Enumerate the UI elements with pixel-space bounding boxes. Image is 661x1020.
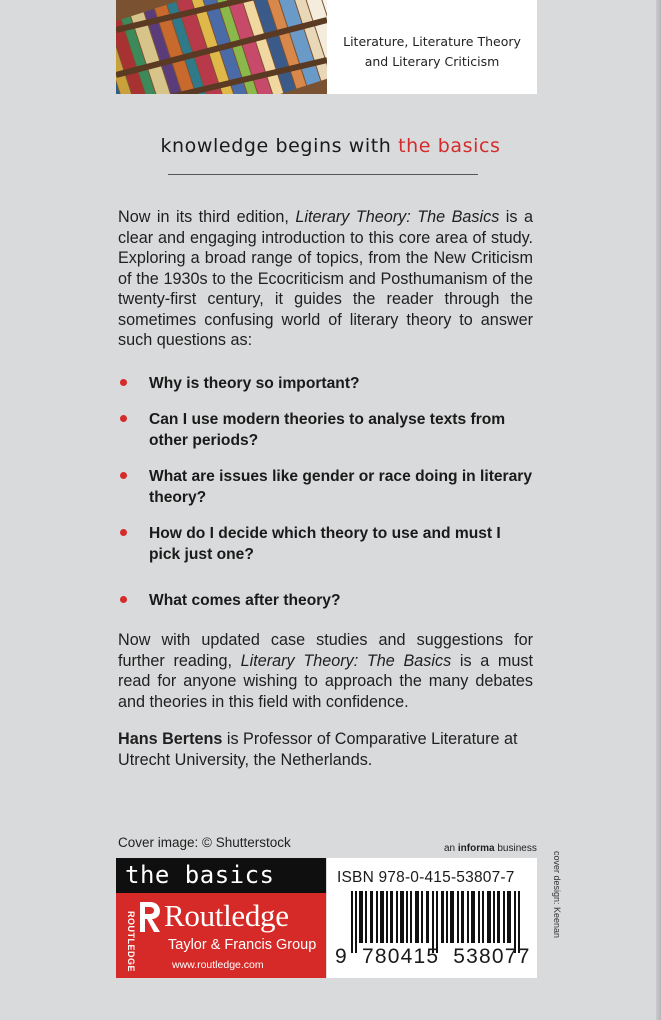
cover-image-credit: Cover image: © Shutterstock <box>118 835 291 850</box>
red-bullet-icon <box>120 529 127 536</box>
question-text: What are issues like gender or race doing in literary theory? <box>149 468 533 506</box>
routledge-vertical-wordmark: ROUTLEDGE <box>126 911 136 973</box>
description-book-title: Literary Theory: The Basics <box>295 208 500 226</box>
informa-business-label <box>444 843 537 854</box>
closing-text-1: Now with updated case studies and suggestions for further reading, <box>118 631 533 670</box>
tagline <box>0 135 661 157</box>
bookshelf-photo <box>116 0 327 94</box>
description-intro-2: is a clear and engaging introduction to this core area of study. Exploring a broad range of topics, from the New Criticism of the 1930s to the Ecocriticism and Posthumanism of the twenty-first century, it guides the reader through the sometimes confusing world of literary theory to answer such questions as: <box>118 208 533 349</box>
barcode-icon <box>351 891 521 953</box>
question-text: Can I use modern theories to analyse texts from other periods? <box>149 411 506 449</box>
informa-suffix: business <box>494 843 537 854</box>
description-intro-1: Now in its third edition, <box>118 208 296 226</box>
series-title-line-2: and Literary Criticism <box>364 54 500 69</box>
informa-brand: informa <box>457 843 495 854</box>
informa-prefix: an <box>444 843 458 854</box>
barcode-block <box>327 858 537 978</box>
red-bullet-icon <box>120 379 127 386</box>
barcode-digits: 9 780415 538077 <box>335 945 531 968</box>
isbn-number: ISBN 978-0-415-53807-7 <box>337 869 515 886</box>
routledge-r-logo-icon <box>136 900 162 934</box>
author-bio <box>118 729 538 770</box>
series-title-line-1: Literature, Literature Theory <box>343 34 521 49</box>
author-name: Hans Bertens <box>118 730 223 748</box>
author-description: is Professor of Comparative Literature at Utrecht University, the Netherlands. <box>118 730 518 769</box>
tagline-divider <box>168 174 478 175</box>
cover-design-credit: cover design: Keenan <box>552 851 562 939</box>
tagline-prefix: knowledge begins with <box>160 135 399 157</box>
book-description <box>118 207 533 351</box>
series-label: the basics <box>125 861 275 889</box>
question-text: Why is theory so important? <box>149 375 360 392</box>
publisher-website: www.routledge.com <box>172 959 264 971</box>
question-text: How do I decide which theory to use and must I pick just one? <box>149 525 501 563</box>
question-text: What comes after theory? <box>149 592 341 609</box>
series-title-box <box>327 0 537 94</box>
red-bullet-icon <box>120 415 127 422</box>
publisher-block <box>116 858 326 978</box>
red-bullet-icon <box>120 472 127 479</box>
publisher-group: Taylor & Francis Group <box>168 937 317 953</box>
closing-paragraph <box>118 630 533 712</box>
closing-text-2: is a must read for anyone wishing to approach the many debates and theories in this field with confidence. <box>118 651 534 711</box>
red-bullet-icon <box>120 596 127 603</box>
publisher-name: Routledge <box>164 898 289 933</box>
routledge-logo-panel <box>116 893 326 978</box>
tagline-highlight: the basics <box>398 135 501 157</box>
closing-book-title: Literary Theory: The Basics <box>240 651 452 670</box>
